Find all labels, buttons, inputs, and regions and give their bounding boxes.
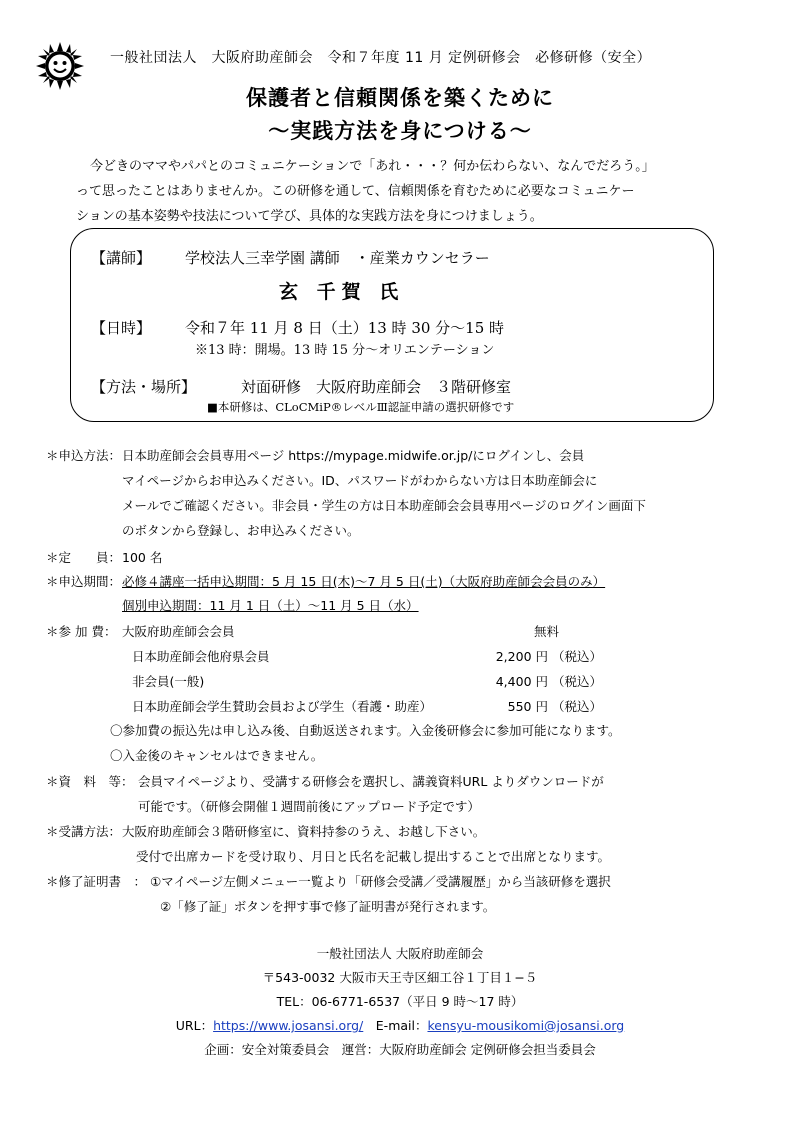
materials-line: 会員マイページより、受講する研修会を選択し、講義資料URL よりダウンロードが <box>138 774 604 789</box>
fee-price: 2,200 円 <box>495 649 548 664</box>
fee-name: 大阪府助産師会会員 <box>122 624 235 639</box>
fee-tax: （税込） <box>552 699 603 714</box>
attend-label: ＊受講方法： <box>46 824 122 839</box>
email-link[interactable]: kensyu-mousikomi@josansi.org <box>427 1018 625 1033</box>
page-subtitle: ～実践方法を身につける～ <box>268 119 532 143</box>
intro-line: ションの基本姿勢や技法について学び、具体的な実践方法を身につけましょう。 <box>76 209 543 224</box>
datetime-value: 令和７年 11 月 8 日（土）13 時 30 分～15 時 <box>185 319 505 337</box>
lecturer-label: 【講師】 <box>91 249 152 267</box>
footer-contact <box>0 1016 800 1034</box>
lecturer-name: 玄 千賀 氏 <box>279 281 405 303</box>
datetime-label: 【日時】 <box>91 319 152 337</box>
certificate-label: ＊修了証明書 ： <box>46 874 147 889</box>
materials-line: 可能です。（研修会開催１週間前後にアップロード予定です） <box>138 799 480 814</box>
fee-price: 550 円 <box>507 699 548 714</box>
fee-name: 日本助産師会学生賛助会員および学生（看護・助産） <box>132 699 433 714</box>
footer-address: 〒543-0032 大阪市天王寺区細工谷１丁目１−５ <box>262 970 538 985</box>
apply-line: のボタンから登録し、お申込みください。 <box>122 523 360 538</box>
fee-note: 〇入金後のキャンセルはできません。 <box>110 748 324 763</box>
organizer-header: 一般社団法人 大阪府助産師会 令和７年度 11 月 定例研修会 必修研修（安全） <box>110 50 652 66</box>
apply-label: ＊申込方法： <box>46 448 122 463</box>
method-note: ■本研修は、CLoCMiP®レベルⅢ認証申請の選択研修です <box>207 400 515 414</box>
event-details-box <box>70 228 714 422</box>
fee-note: 〇参加費の振込先は申し込み後、自動返送されます。入金後研修会に参加可能になります。 <box>110 723 621 738</box>
attend-line: 受付で出席カードを受け取り、月日と氏名を記載し提出することで出席となります。 <box>136 849 611 864</box>
lecturer-affiliation: 学校法人三幸学園 講師 ・産業カウンセラー <box>185 249 490 267</box>
materials-label: ＊資 料 等： <box>46 774 134 789</box>
period-label: ＊申込期間： <box>46 574 122 589</box>
intro-line: って思ったことはありませんか。この研修を通して、信頼関係を育むために必要なコミュニケー <box>76 184 635 199</box>
page-title: 保護者と信頼関係を築くために <box>246 86 554 110</box>
apply-line: メールでご確認ください。非会員・学生の方は日本助産師会会員専用ページのログイン画面下 <box>122 498 646 513</box>
attend-line: 大阪府助産師会３階研修室に、資料持参のうえ、お越し下さい。 <box>122 824 486 839</box>
capacity-label: ＊定 員： <box>46 550 122 565</box>
certificate-line: ②「修了証」ボタンを押す事で修了証明書が発行されます。 <box>160 899 496 914</box>
email-label: E-mail： <box>363 1018 428 1033</box>
fee-tax: （税込） <box>552 674 603 689</box>
footer-planning: 企画：安全対策委員会 運営：大阪府助産師会 定例研修会担当委員会 <box>204 1042 596 1057</box>
period-individual: 個別申込期間：11 月 1 日（土）～11 月 5 日（水） <box>122 598 419 613</box>
fee-name: 日本助産師会他府県会員 <box>132 649 270 664</box>
footer-tel: TEL：06-6771-6537（平日 9 時～17 時） <box>276 994 524 1009</box>
method-value: 対面研修 大阪府助産師会 ３階研修室 <box>241 378 512 396</box>
website-link[interactable]: https://www.josansi.org/ <box>213 1018 364 1033</box>
intro-paragraph <box>76 154 736 229</box>
apply-line: 日本助産師会会員専用ページ https://mypage.midwife.or.jp/にログインし、会員 <box>122 448 585 463</box>
capacity-value: 100 名 <box>122 550 163 565</box>
intro-line: 今どきのママやパパとのコミュニケーションで「あれ・・・？何か伝わらない、なんでだろう。」 <box>90 159 655 174</box>
certificate-line: ①マイページ左側メニュー一覧より「研修会受講／受講履歴」から当該研修を選択 <box>150 874 611 889</box>
fee-price: 無料 <box>534 624 560 639</box>
fee-label: ＊参 加 費： <box>46 624 117 639</box>
fee-tax: （税込） <box>552 649 603 664</box>
apply-line: マイページからお申込みください。ID、パスワードがわからない方は日本助産師会に <box>122 473 598 488</box>
method-label: 【方法・場所】 <box>91 378 197 396</box>
url-label: URL： <box>175 1018 214 1033</box>
fee-price: 4,400 円 <box>495 674 548 689</box>
datetime-note: ※13 時：開場。13 時 15 分～オリエンテーション <box>195 343 495 358</box>
fee-name: 非会員(一般) <box>132 674 205 689</box>
period-bulk: 必修４講座一括申込期間：5 月 15 日(木)～7 月 5 日(土)（大阪府助産師会会員のみ） <box>122 574 606 589</box>
footer-org: 一般社団法人 大阪府助産師会 <box>316 946 484 961</box>
